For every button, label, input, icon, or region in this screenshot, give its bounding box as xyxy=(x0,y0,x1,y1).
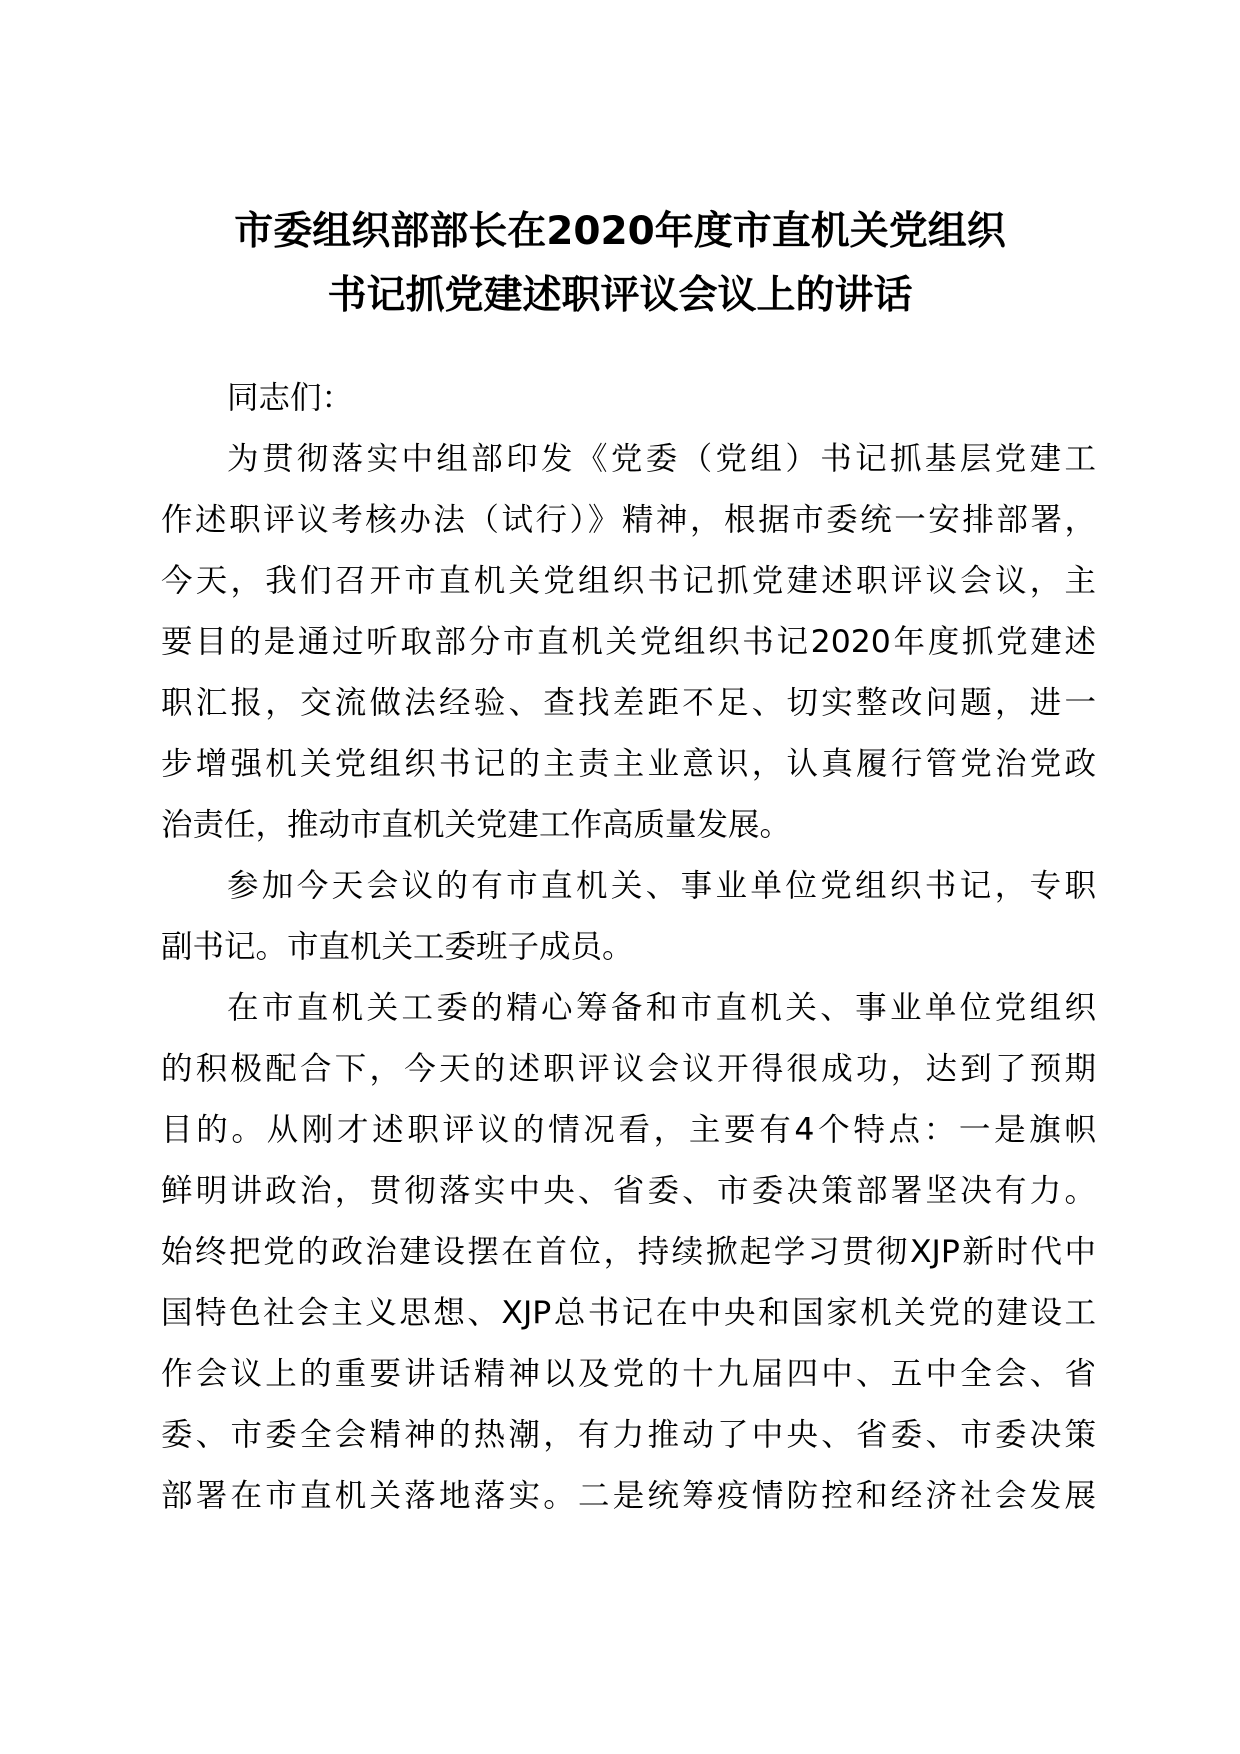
paragraph-line: 国特色社会主义思想、XJP总书记在中央和国家机关党的建设工 xyxy=(161,1295,1096,1331)
document-title xyxy=(150,200,1090,328)
paragraph-line: 的积极配合下，今天的述职评议会议开得很成功，达到了预期 xyxy=(161,1051,1096,1087)
paragraph-line: 参加今天会议的有市直机关、事业单位党组织书记，专职 xyxy=(227,868,1096,904)
paragraph-line: 副书记。市直机关工委班子成员。 xyxy=(161,929,634,965)
paragraph xyxy=(161,856,1096,978)
paragraph xyxy=(161,978,1096,1527)
paragraph-line: 始终把党的政治建设摆在首位，持续掀起学习贯彻XJP新时代中 xyxy=(161,1234,1096,1270)
paragraph-line: 作述职评议考核办法（试行）》精神，根据市委统一安排部署， xyxy=(161,502,1096,538)
paragraph-line: 作会议上的重要讲话精神以及党的十九届四中、五中全会、省 xyxy=(161,1356,1096,1392)
title-line: 市委组织部部长在2020年度市直机关党组织 xyxy=(234,209,1006,254)
document-body xyxy=(161,368,1096,1527)
paragraph-line: 职汇报，交流做法经验、查找差距不足、切实整改问题，进一 xyxy=(161,685,1096,721)
paragraph-line: 为贯彻落实中组部印发《党委（党组）书记抓基层党建工 xyxy=(227,441,1096,477)
paragraph-line: 委、市委全会精神的热潮，有力推动了中央、省委、市委决策 xyxy=(161,1417,1096,1453)
paragraph-line: 今天，我们召开市直机关党组织书记抓党建述职评议会议，主 xyxy=(161,563,1096,599)
paragraph-line: 步增强机关党组织书记的主责主业意识，认真履行管党治党政 xyxy=(161,746,1096,782)
paragraph-line: 要目的是通过听取部分市直机关党组织书记2020年度抓党建述 xyxy=(161,624,1096,660)
paragraph-line: 部署在市直机关落地落实。二是统筹疫情防控和经济社会发展 xyxy=(161,1478,1096,1514)
salutation: 同志们： xyxy=(227,380,354,416)
paragraph-line: 在市直机关工委的精心筹备和市直机关、事业单位党组织 xyxy=(227,990,1096,1026)
paragraph xyxy=(161,429,1096,856)
paragraph-line: 目的。从刚才述职评议的情况看，主要有4个特点：一是旗帜 xyxy=(161,1112,1096,1148)
paragraph-line: 治责任，推动市直机关党建工作高质量发展。 xyxy=(161,807,792,843)
paragraph-line: 鲜明讲政治，贯彻落实中央、省委、市委决策部署坚决有力。 xyxy=(161,1173,1096,1209)
title-line: 书记抓党建述职评议会议上的讲话 xyxy=(327,273,913,318)
